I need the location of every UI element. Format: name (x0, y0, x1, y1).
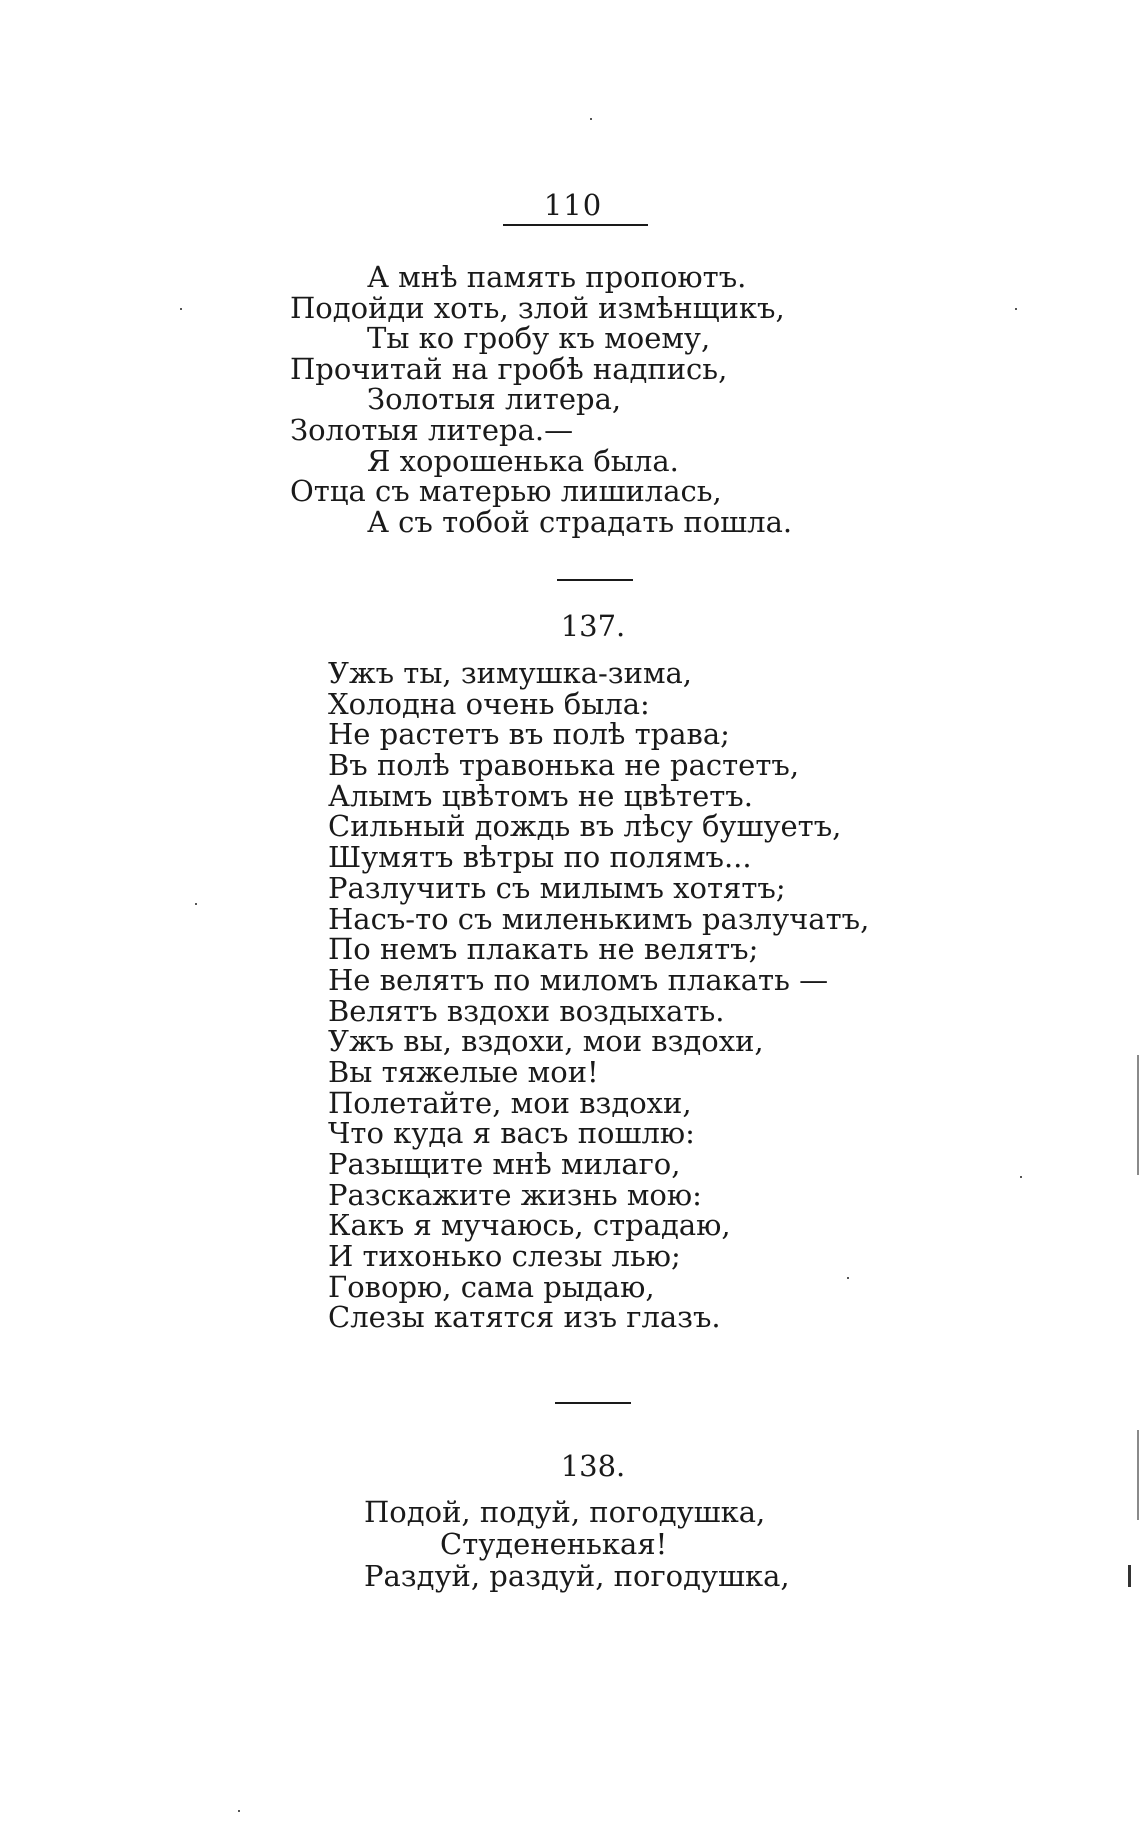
verse-line: Ты ко гробу къ моему, (367, 321, 711, 356)
verse-line: Не велятъ по миломъ плакать — (328, 962, 829, 997)
scan-speck (847, 1277, 849, 1279)
verse-line: Холодна очень была: (328, 686, 650, 721)
scan-speck (180, 308, 182, 310)
poem-138 (364, 1497, 790, 1593)
verse-line: Что куда я васъ пошлю: (328, 1116, 695, 1151)
verse-line: Прочитай на гробѣ надпись, (290, 351, 728, 386)
scan-speck (590, 118, 592, 120)
scan-speck (238, 1810, 240, 1812)
verse-line: Вы тяжелые мои! (328, 1054, 599, 1089)
page-edge-mark (1128, 1565, 1131, 1587)
page-edge-mark (1137, 1055, 1139, 1175)
verse-line: Шумятъ вѣтры по полямъ... (328, 840, 752, 875)
verse-line: А мнѣ память пропоютъ. (367, 260, 747, 294)
verse-line: А съ тобой страдать пошла. (367, 504, 793, 539)
verse-line: Не растетъ въ полѣ трава; (328, 717, 730, 752)
scan-speck (1015, 308, 1017, 310)
page-number: 110 (543, 188, 603, 222)
section-divider (555, 1402, 631, 1404)
verse-line: Подой, подуй, погодушка, (364, 1495, 766, 1529)
verse-line: Разлучить съ милымъ хотятъ; (328, 870, 786, 905)
verse-line: Студененькая! (440, 1527, 668, 1561)
verse-line: Насъ-то съ миленькимъ разлучатъ, (328, 901, 870, 936)
verse-line: Говорю, сама рыдаю, (328, 1269, 655, 1304)
poem-number: 138. (560, 1449, 626, 1483)
verse-line: Въ полѣ травонька не растетъ, (328, 748, 800, 783)
poem-137 (328, 658, 869, 1333)
verse-line: Слезы катятся изъ глазъ. (328, 1300, 721, 1335)
verse-line: По немъ плакать не велятъ; (328, 932, 759, 967)
verse-line: Подойди хоть, злой измѣнщикъ, (290, 290, 785, 325)
verse-line: Полетайте, мои вздохи, (328, 1085, 692, 1120)
page-edge-mark (1137, 1430, 1139, 1520)
header-rule (503, 224, 648, 226)
verse-line: Я хорошенька была. (367, 443, 679, 478)
verse-line: И тихонько слезы лью; (328, 1239, 681, 1274)
scan-speck (195, 903, 197, 905)
verse-line: Разскажите жизнь мою: (328, 1177, 702, 1212)
poem-continuation (290, 262, 792, 537)
verse-line: Ужъ ты, зимушка-зима, (328, 656, 693, 690)
verse-line: Велятъ вздохи воздыхать. (328, 993, 725, 1028)
verse-line: Раздуй, раздуй, погодушка, (364, 1559, 790, 1593)
section-divider (557, 579, 633, 581)
verse-line: Золотыя литера.— (290, 412, 574, 447)
verse-line: Алымъ цвѣтомъ не цвѣтетъ. (328, 778, 753, 813)
scan-speck (1020, 1176, 1022, 1178)
verse-line: Разыщите мнѣ милаго, (328, 1147, 681, 1181)
verse-line: Ужъ вы, вздохи, мои вздохи, (328, 1024, 764, 1059)
verse-line: Сильный дождь въ лѣсу бушуетъ, (328, 809, 842, 844)
verse-line: Отца съ матерью лишилась, (290, 474, 722, 509)
poem-number: 137. (560, 609, 626, 643)
verse-line: Какъ я мучаюсь, страдаю, (328, 1208, 731, 1243)
verse-line: Золотыя литера, (367, 382, 622, 417)
